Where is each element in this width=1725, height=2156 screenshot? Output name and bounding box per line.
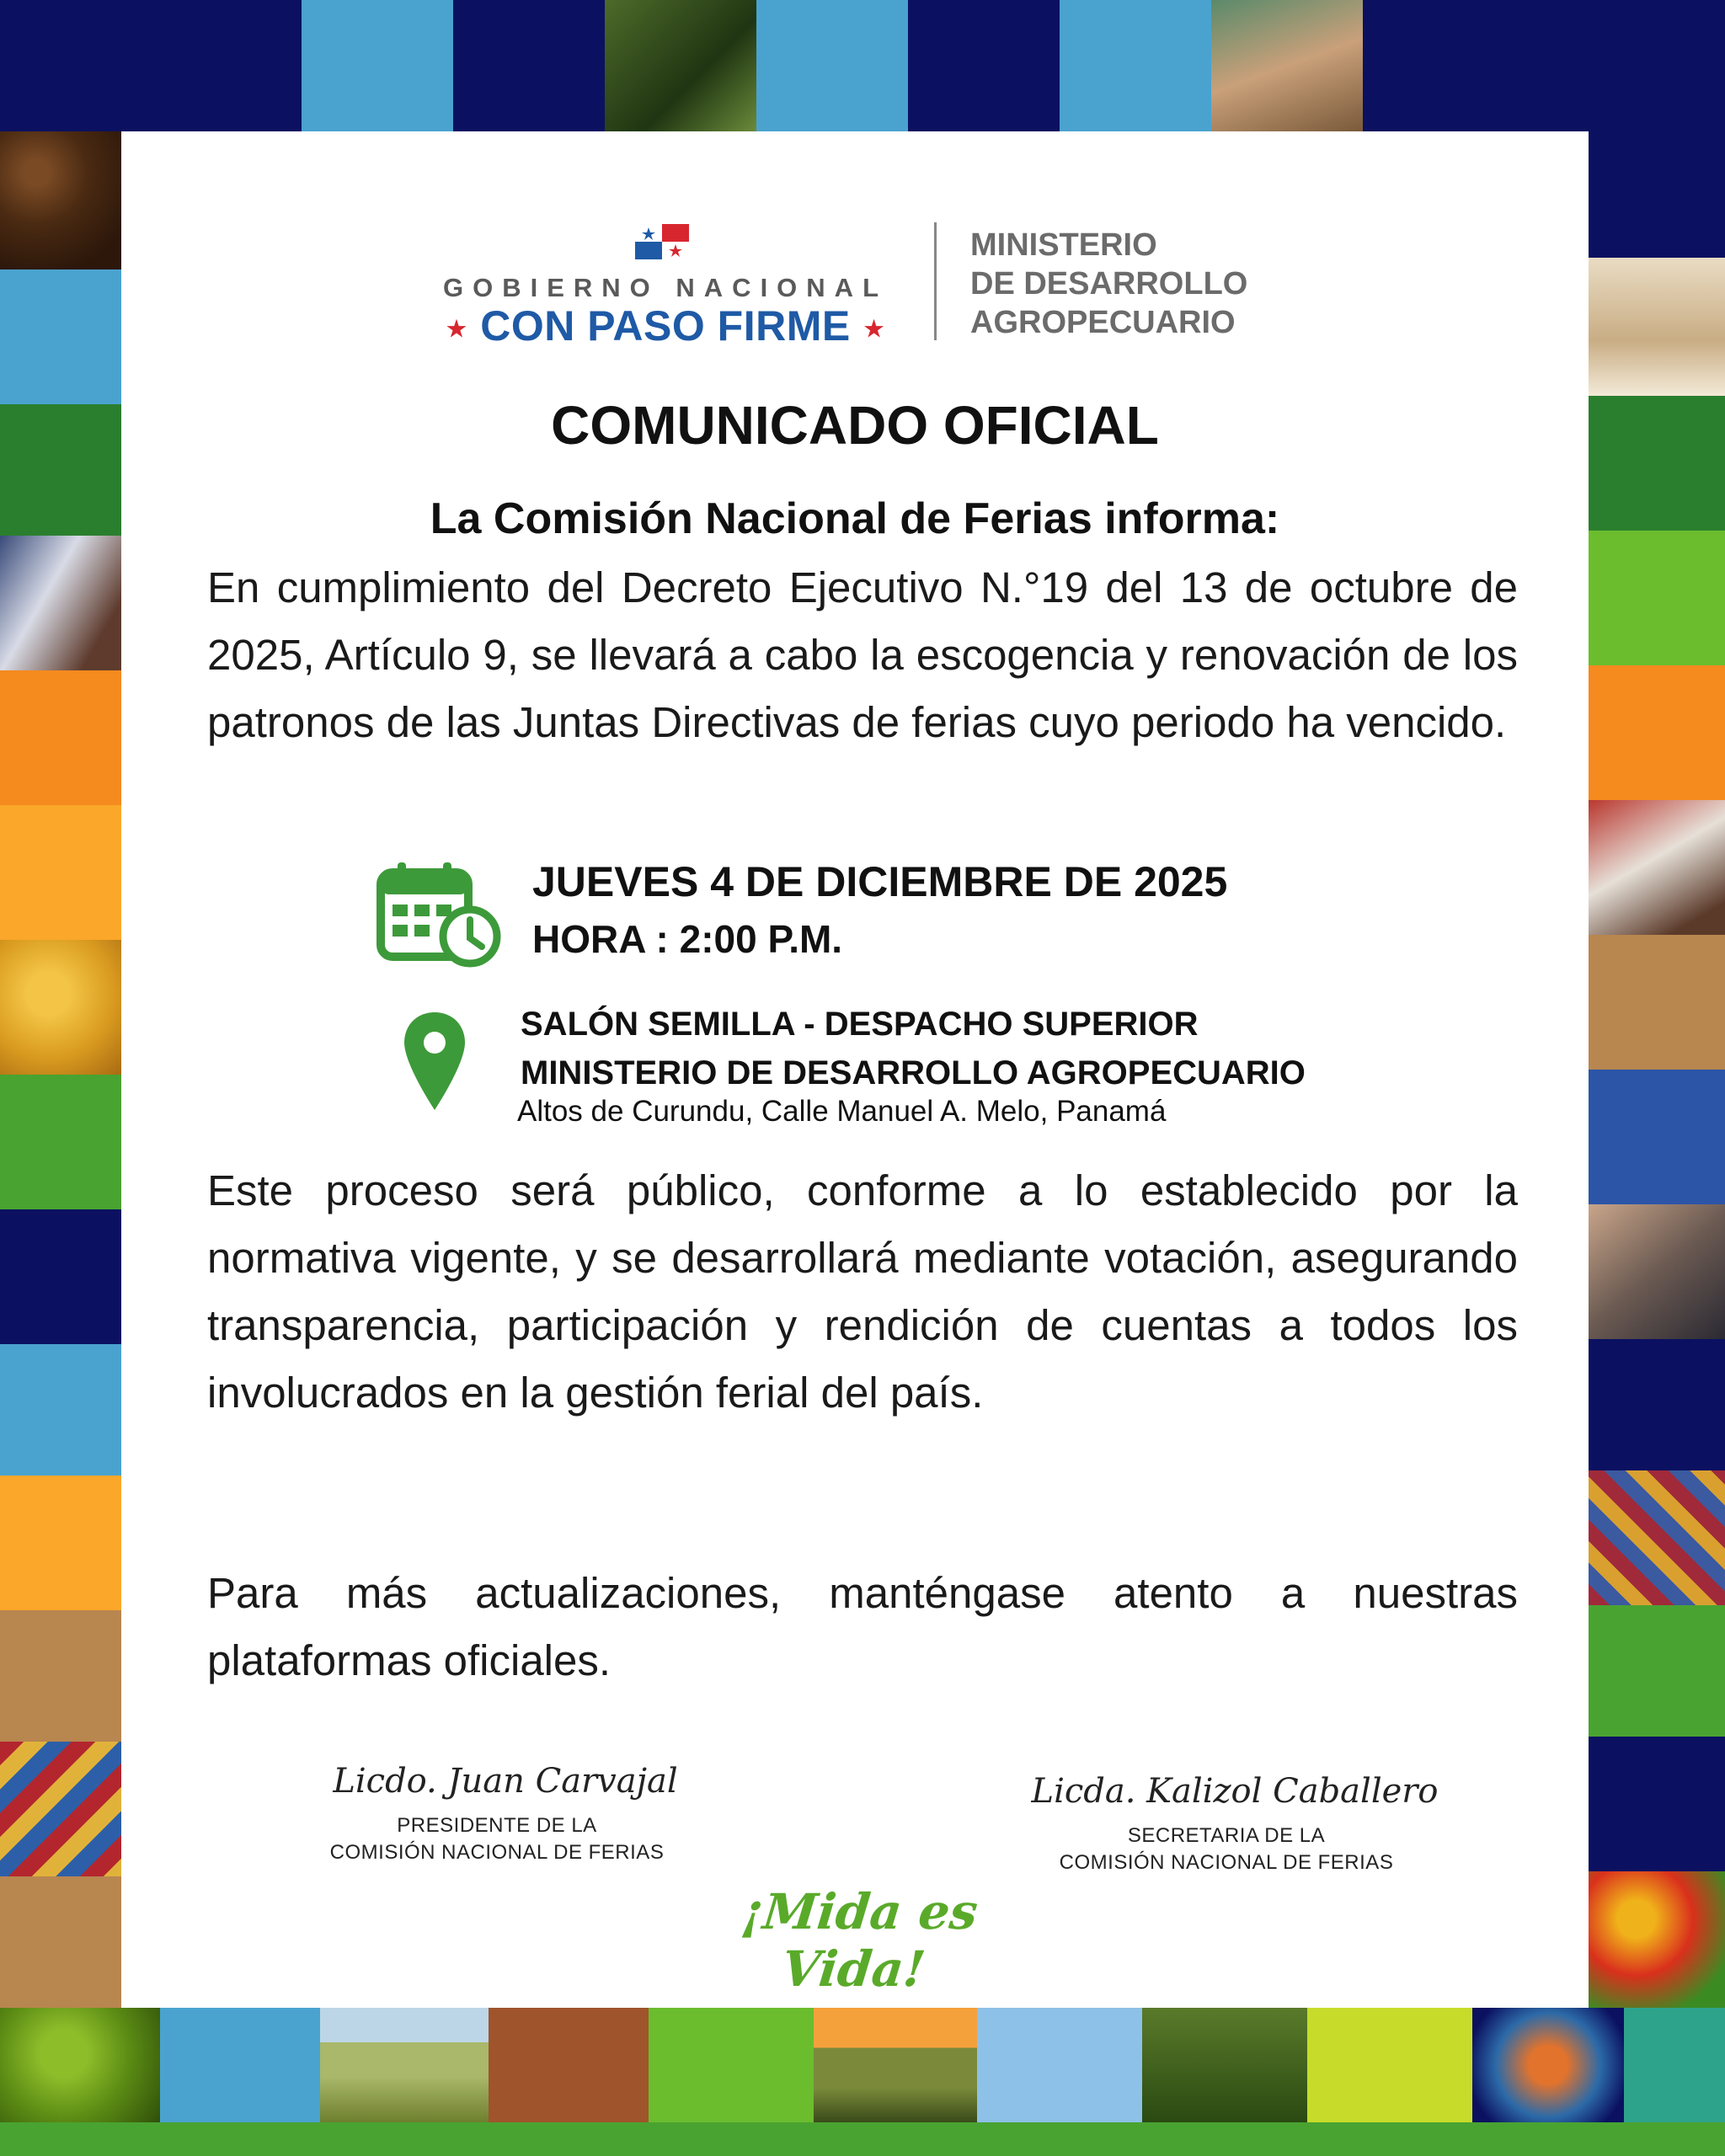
ministry-line-3: AGROPECUARIO <box>970 305 1236 340</box>
hats-photo <box>1589 258 1725 396</box>
border-tile <box>1589 396 1725 531</box>
border-tile <box>1589 665 1725 800</box>
border-tile <box>0 1476 121 1610</box>
border-tile <box>908 0 1060 131</box>
signature-role-2-line-1: SECRETARIA DE LA <box>1127 1824 1326 1847</box>
tractor-field-photo <box>320 2008 489 2122</box>
border-tile <box>1589 1339 1725 1470</box>
border-tile <box>453 0 605 131</box>
signature-role-2 <box>1016 1822 1437 1876</box>
gov-line-2-wrapper <box>421 302 910 350</box>
event-time: HORA : 2:00 P.M. <box>532 917 843 961</box>
border-tile <box>756 0 908 131</box>
border-tile <box>1589 935 1725 1070</box>
location-address: Altos de Curundu, Calle Manuel A. Melo, Panamá <box>517 1095 1167 1128</box>
border-tile <box>0 1209 121 1344</box>
peppers-photo <box>1589 1871 1725 2008</box>
corn-photo <box>0 940 121 1075</box>
border-tile <box>1589 1605 1725 1737</box>
location-line-1: SALÓN SEMILLA - DESPACHO SUPERIOR <box>521 1006 1199 1043</box>
page-title: COMUNICADO OFICIAL <box>551 395 1159 456</box>
handshake-photo <box>1142 2008 1307 2122</box>
government-logo <box>421 221 910 350</box>
border-tile <box>489 2008 649 2122</box>
border-tile <box>0 1344 121 1476</box>
process-paragraph: Este proceso será público, conforme a lo establecido por la normativa vigente, y se desarrollará mediante votación, asegurando transparencia, participación y rendición de cuentas a todos los involucrados en la gestión ferial del país. <box>207 1166 1518 1417</box>
border-tile <box>1589 131 1725 258</box>
ministry-line-2: DE DESARROLLO <box>970 266 1248 302</box>
border-tile <box>0 1610 121 1742</box>
border-tile <box>0 404 121 536</box>
border-tile <box>1307 2008 1472 2122</box>
textile-photo <box>1589 1470 1725 1605</box>
calendar-clock-icon <box>376 861 502 969</box>
border-tile <box>0 0 150 131</box>
farmer-photo <box>605 0 756 131</box>
border-tile <box>160 2008 320 2122</box>
border-tile <box>1363 0 1725 131</box>
map-pin-icon <box>401 1009 468 1115</box>
gov-line-2: CON PASO FIRME <box>480 302 851 350</box>
border-tile <box>0 1075 121 1209</box>
border-tile <box>1589 1070 1725 1204</box>
border-tile <box>302 0 453 131</box>
star-icon: ★ <box>445 315 468 344</box>
signature-role-2-line-2: COMISIÓN NACIONAL DE FERIAS <box>1059 1851 1394 1874</box>
ceramic-craft-photo <box>1472 2008 1624 2122</box>
panama-flag-icon <box>635 224 689 259</box>
border-tile <box>0 805 121 940</box>
border-tile <box>1589 531 1725 665</box>
border-tile <box>0 1876 121 2008</box>
closing-paragraph: Para más actualizaciones, manténgase atento a nuestras plataformas oficiales. <box>207 1569 1518 1684</box>
bananas-photo <box>0 2008 160 2122</box>
border-tile <box>150 0 302 131</box>
logo-divider <box>934 222 937 340</box>
border-tile <box>0 270 121 404</box>
ministry-line-1: MINISTERIO <box>970 227 1157 263</box>
accordion-photo <box>0 536 121 670</box>
slogan: ¡Mida es Vida! <box>739 1883 980 1998</box>
signature-role-1-line-1: PRESIDENTE DE LA <box>397 1814 597 1837</box>
hands-plant-photo <box>1211 0 1363 131</box>
signature-role-1 <box>286 1812 708 1866</box>
mola-textile-photo <box>0 1742 121 1876</box>
subtitle: La Comisión Nacional de Ferias informa: <box>430 494 1280 543</box>
event-date: JUEVES 4 DE DICIEMBRE DE 2025 <box>532 858 1228 905</box>
signature-role-1-line-2: COMISIÓN NACIONAL DE FERIAS <box>329 1841 665 1864</box>
bottom-green-strip <box>0 2122 1725 2156</box>
border-tile <box>0 670 121 805</box>
gov-line-1: GOBIERNO NACIONAL <box>443 273 888 302</box>
intro-paragraph: En cumplimiento del Decreto Ejecutivo N.°19 del 13 de octubre de 2025, Artículo 9, se llevará a cabo la escogencia y renovación de los patronos de las Juntas Directivas de ferias cuyo periodo ha vencido. <box>207 563 1518 746</box>
border-tile <box>1624 2008 1725 2122</box>
oxen-photo <box>1589 800 1725 935</box>
border-tile <box>649 2008 814 2122</box>
coffee-photo <box>0 131 121 270</box>
location-line-2: MINISTERIO DE DESARROLLO AGROPECUARIO <box>521 1054 1306 1091</box>
signature-name-2: Licda. Kalizol Caballero <box>1031 1772 1439 1811</box>
sunset-field-photo <box>814 2008 977 2122</box>
border-tile <box>1060 0 1211 131</box>
star-icon: ★ <box>862 315 886 344</box>
border-tile <box>977 2008 1142 2122</box>
crafts-people-photo <box>1589 1204 1725 1339</box>
signature-name-1: Licdo. Juan Carvajal <box>333 1762 678 1801</box>
border-tile <box>1589 1737 1725 1871</box>
